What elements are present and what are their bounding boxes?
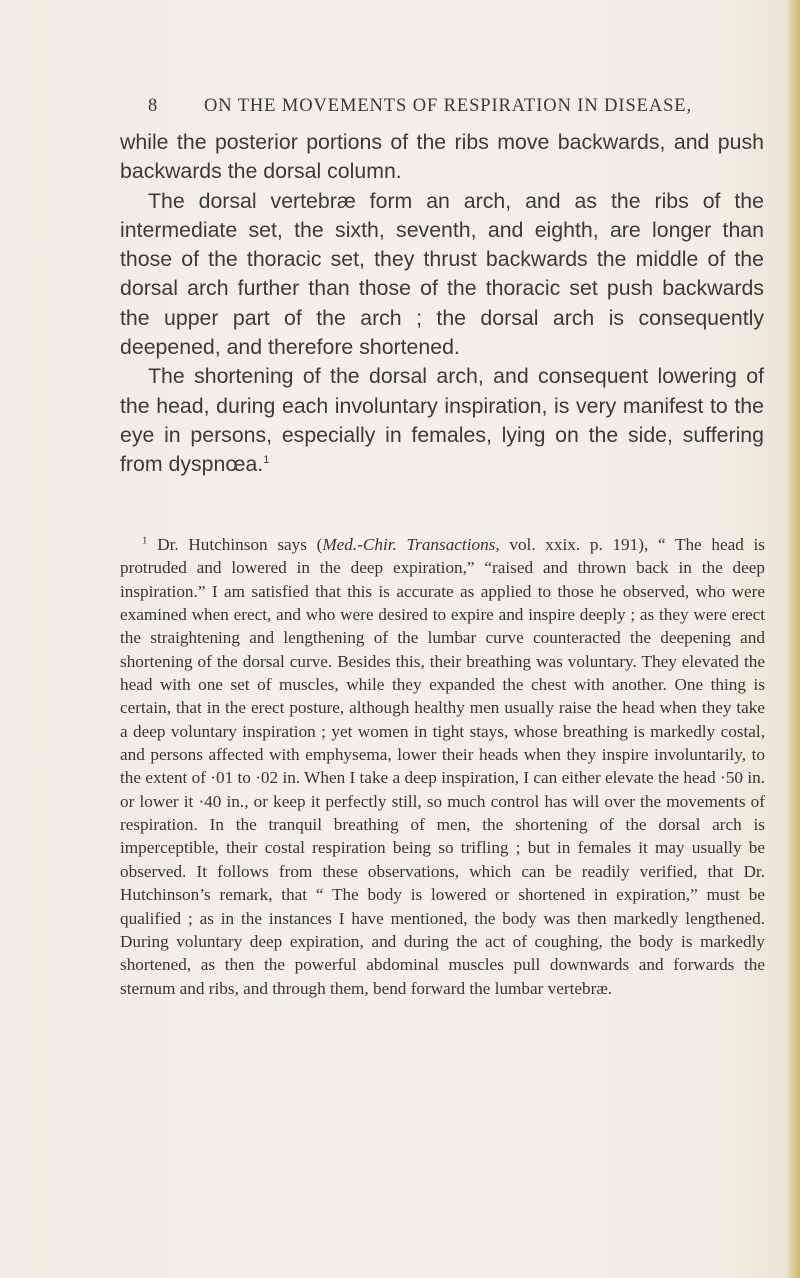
page-edge (786, 0, 800, 1278)
main-text (120, 128, 764, 480)
footnote (120, 533, 765, 1000)
paragraph-2-text: The dorsal vertebræ form an arch, and as the ribs of the intermediate set, the sixth, seventh, and eighth, are longer than those of the thoracic set, they thrust backwards the middle of the dorsal arch further than those of the thoracic set push backwards the upper part of the arch ; the dorsal arch is consequently deepened, and therefore shortened. (120, 188, 764, 360)
footnote-lead: Dr. Hutchinson says ( (157, 535, 323, 554)
footnote-reference: 1 (263, 454, 270, 467)
paragraph-1 (120, 128, 764, 187)
paragraph-1-text: while the posterior portions of the ribs move backwards, and push backwards the dorsal column. (120, 130, 764, 184)
footnote-marker: 1 (142, 534, 148, 547)
footnote-paragraph (120, 533, 765, 1000)
page-number: 8 (148, 96, 159, 116)
paragraph-3-text: The shortening of the dorsal arch, and consequent lowering of the head, during each involuntary inspiration, is very manifest to the eye in persons, especially in females, lying on the side, suffering from dyspnœa. (120, 364, 764, 477)
paragraph-3 (120, 362, 764, 479)
running-title: ON THE MOVEMENTS OF RESPIRATION IN DISEASE, (204, 96, 693, 116)
footnote-text: vol. xxix. p. 191), “ The head is protruded and lowered in the deep expiration,” “raised and thrown back in the deep inspiration.” I am satisfied that this is accurate as applied to those he observed, who were examined when erect, and who were desired to expire and inspire deeply ; as they were erect the straightening and lengthening of the lumbar curve counteracted the deepening and shortening of the dorsal curve. Besides this, their breathing was voluntary. They elevated the head with one set of muscles, while they expanded the chest with another. One thing is certain, that in the erect posture, although healthy men usually raise the head when they take a deep voluntary inspiration ; yet women in tight stays, whose breathing is markedly costal, and persons affected with emphysema, lower their heads when they inspire involuntarily, to the extent of ·01 to ·02 in. When I take a deep inspiration, I can either elevate the head ·50 in. or lower it ·40 in., or keep it perfectly still, so much control has will over the movements of respiration. In the tranquil breathing of men, the shortening of the dorsal arch is imperceptible, their costal respiration being so trifling ; but in females it may usually be observed. It follows from these observations, which can be readily verified, that Dr. Hutchinson’s remark, that “ The body is lowered or shortened in expiration,” must be qualified ; as in the instances I have mentioned, the body was then markedly lengthened. During voluntary deep expiration, and during the act of coughing, the body is markedly shortened, as then the powerful abdominal muscles pull downwards and forwards the sternum and ribs, and through them, bend forward the lumbar vertebræ. (120, 535, 765, 998)
footnote-journal-title: Med.-Chir. Transactions, (322, 535, 500, 554)
paragraph-2 (120, 187, 764, 363)
